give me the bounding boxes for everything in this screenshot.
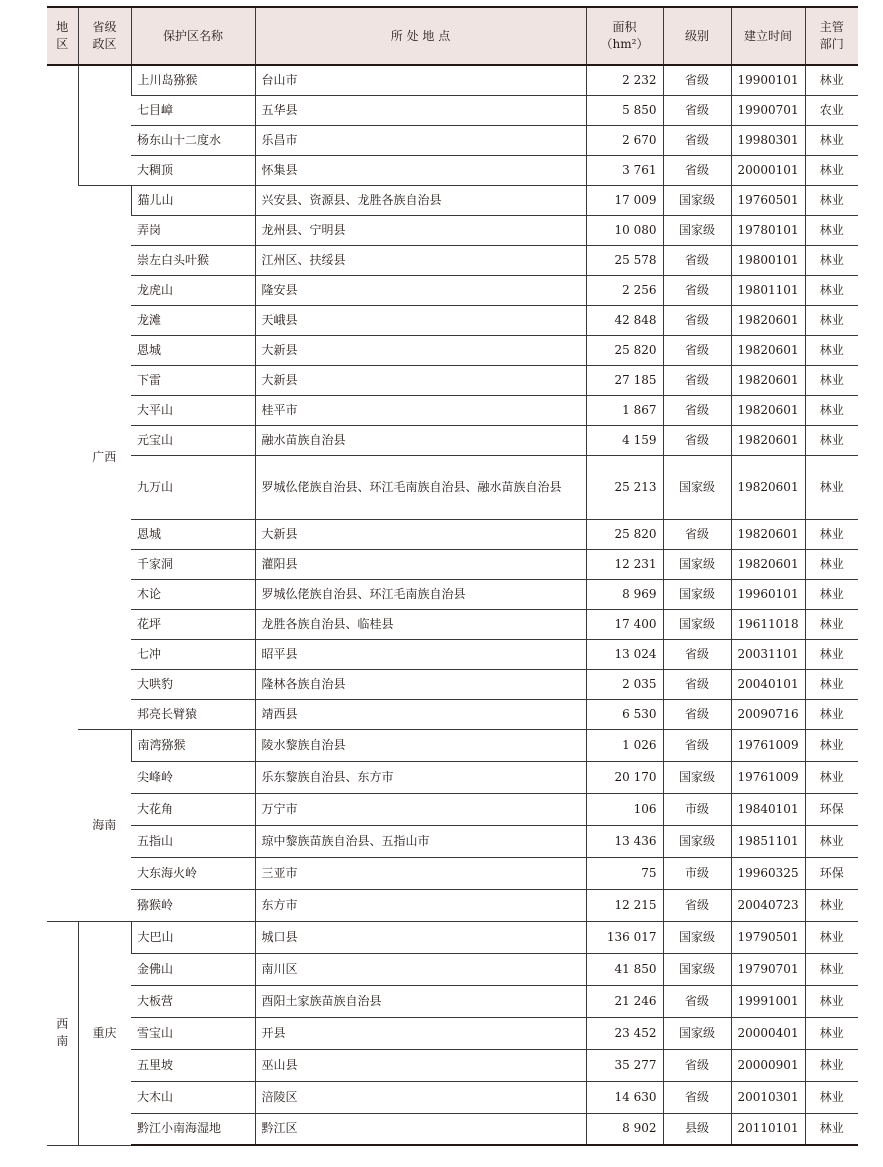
- level-cell: 国家级: [663, 455, 731, 519]
- level-cell: 省级: [663, 65, 731, 95]
- established-date-cell: 20010301: [731, 1081, 805, 1113]
- reserve-name-cell: 大板营: [131, 985, 255, 1017]
- header-area-line: 面积: [612, 20, 637, 34]
- table-row: [47, 95, 858, 125]
- area-cell: 20 170: [586, 761, 663, 793]
- area-cell: 42 848: [586, 305, 663, 335]
- header-department: [805, 7, 858, 65]
- level-cell: 县级: [663, 1113, 731, 1145]
- established-date-cell: 19820601: [731, 365, 805, 395]
- table-row: [47, 1017, 858, 1049]
- established-date-cell: 19960325: [731, 857, 805, 889]
- level-cell: 省级: [663, 639, 731, 669]
- header-area-unit: （hm²）: [600, 37, 649, 51]
- established-date-cell: 19790701: [731, 953, 805, 985]
- department-cell: 林业: [805, 185, 858, 215]
- table-row: [47, 275, 858, 305]
- table-row: [47, 889, 858, 921]
- department-cell: 林业: [805, 669, 858, 699]
- established-date-cell: 19820601: [731, 455, 805, 519]
- established-date-cell: 19761009: [731, 729, 805, 761]
- department-cell: 林业: [805, 305, 858, 335]
- reserve-name-cell: 金佛山: [131, 953, 255, 985]
- department-cell: 林业: [805, 761, 858, 793]
- location-cell: 万宁市: [255, 793, 586, 825]
- department-cell: 林业: [805, 365, 858, 395]
- established-date-cell: 19960101: [731, 579, 805, 609]
- level-cell: 国家级: [663, 579, 731, 609]
- reserve-name-cell: 南湾猕猴: [131, 729, 255, 761]
- reserve-name-cell: 大花角: [131, 793, 255, 825]
- department-cell: 林业: [805, 579, 858, 609]
- reserve-name-cell: 恩城: [131, 335, 255, 365]
- table-row: [47, 155, 858, 185]
- established-date-cell: 20031101: [731, 639, 805, 669]
- department-cell: 林业: [805, 889, 858, 921]
- location-cell: 隆安县: [255, 275, 586, 305]
- department-cell: 林业: [805, 609, 858, 639]
- location-cell: 台山市: [255, 65, 586, 95]
- reserve-name-cell: 木论: [131, 579, 255, 609]
- level-cell: 省级: [663, 335, 731, 365]
- table-row: [47, 793, 858, 825]
- table-row: [47, 1049, 858, 1081]
- area-cell: 136 017: [586, 921, 663, 953]
- nature-reserve-table: [47, 6, 858, 1146]
- level-cell: 省级: [663, 125, 731, 155]
- location-cell: 城口县: [255, 921, 586, 953]
- level-cell: 省级: [663, 425, 731, 455]
- department-cell: 林业: [805, 1017, 858, 1049]
- location-cell: 龙胜各族自治县、临桂县: [255, 609, 586, 639]
- table-row: [47, 425, 858, 455]
- established-date-cell: 20000401: [731, 1017, 805, 1049]
- table-row: [47, 519, 858, 549]
- established-date-cell: 20090716: [731, 699, 805, 729]
- area-cell: 2 035: [586, 669, 663, 699]
- established-date-cell: 20000901: [731, 1049, 805, 1081]
- level-cell: 省级: [663, 985, 731, 1017]
- header-province: [78, 7, 131, 65]
- area-cell: 13 436: [586, 825, 663, 857]
- region-cell-blank: [47, 65, 78, 921]
- level-cell: 国家级: [663, 921, 731, 953]
- department-cell: 林业: [805, 985, 858, 1017]
- area-cell: 25 820: [586, 519, 663, 549]
- location-cell: 罗城仫佬族自治县、环江毛南族自治县: [255, 579, 586, 609]
- region-cell-southwest: [47, 921, 78, 1145]
- area-cell: 3 761: [586, 155, 663, 185]
- location-cell: 靖西县: [255, 699, 586, 729]
- location-cell: 乐昌市: [255, 125, 586, 155]
- department-cell: 林业: [805, 1081, 858, 1113]
- location-cell: 罗城仫佬族自治县、环江毛南族自治县、融水苗族自治县: [255, 455, 586, 519]
- level-cell: 国家级: [663, 825, 731, 857]
- reserve-name-cell: 大平山: [131, 395, 255, 425]
- table-row: [47, 609, 858, 639]
- location-cell: 大新县: [255, 365, 586, 395]
- reserve-name-cell: 大巴山: [131, 921, 255, 953]
- established-date-cell: 20110101: [731, 1113, 805, 1145]
- department-cell: 环保: [805, 793, 858, 825]
- location-cell: 桂平市: [255, 395, 586, 425]
- reserve-name-cell: 龙滩: [131, 305, 255, 335]
- department-cell: 林业: [805, 1113, 858, 1145]
- location-cell: 融水苗族自治县: [255, 425, 586, 455]
- location-cell: 天峨县: [255, 305, 586, 335]
- area-cell: 6 530: [586, 699, 663, 729]
- established-date-cell: 19840101: [731, 793, 805, 825]
- department-cell: 林业: [805, 639, 858, 669]
- established-date-cell: 19820601: [731, 395, 805, 425]
- area-cell: 17 009: [586, 185, 663, 215]
- level-cell: 省级: [663, 275, 731, 305]
- level-cell: 省级: [663, 729, 731, 761]
- reserve-name-cell: 猕猴岭: [131, 889, 255, 921]
- header-area: [586, 7, 663, 65]
- established-date-cell: 19611018: [731, 609, 805, 639]
- table-header: [47, 7, 858, 65]
- table-row: [47, 65, 858, 95]
- table-row: [47, 761, 858, 793]
- department-cell: 林业: [805, 953, 858, 985]
- header-department-line: 主管: [819, 20, 844, 34]
- reserve-name-cell: 五指山: [131, 825, 255, 857]
- reserve-name-cell: 尖峰岭: [131, 761, 255, 793]
- reserve-name-cell: 元宝山: [131, 425, 255, 455]
- reserve-name-cell: 花坪: [131, 609, 255, 639]
- location-cell: 三亚市: [255, 857, 586, 889]
- reserve-name-cell: 黔江小南海湿地: [131, 1113, 255, 1145]
- location-cell: 酉阳土家族苗族自治县: [255, 985, 586, 1017]
- table-row: [47, 335, 858, 365]
- table-row: [47, 953, 858, 985]
- table-row: [47, 699, 858, 729]
- header-region-line: 区: [56, 37, 69, 51]
- area-cell: 27 185: [586, 365, 663, 395]
- header-reserve-name: 保护区名称: [131, 7, 255, 65]
- province-cell-chongqing: 重庆: [78, 921, 131, 1145]
- table-row: [47, 125, 858, 155]
- level-cell: 国家级: [663, 215, 731, 245]
- location-cell: 开县: [255, 1017, 586, 1049]
- department-cell: 林业: [805, 395, 858, 425]
- reserve-name-cell: 恩城: [131, 519, 255, 549]
- location-cell: 隆林各族自治县: [255, 669, 586, 699]
- level-cell: 国家级: [663, 185, 731, 215]
- department-cell: 林业: [805, 65, 858, 95]
- table-row: [47, 185, 858, 215]
- location-cell: 大新县: [255, 335, 586, 365]
- table-row: [47, 729, 858, 761]
- level-cell: 国家级: [663, 953, 731, 985]
- header-region: [47, 7, 78, 65]
- table-row: [47, 549, 858, 579]
- table-row: [47, 395, 858, 425]
- reserve-name-cell: 弄岗: [131, 215, 255, 245]
- area-cell: 4 159: [586, 425, 663, 455]
- area-cell: 13 024: [586, 639, 663, 669]
- area-cell: 75: [586, 857, 663, 889]
- department-cell: 林业: [805, 155, 858, 185]
- reserve-name-cell: 雪宝山: [131, 1017, 255, 1049]
- province-cell-hainan: 海南: [78, 729, 131, 921]
- reserve-name-cell: 大哄豹: [131, 669, 255, 699]
- established-date-cell: 19790501: [731, 921, 805, 953]
- area-cell: 12 231: [586, 549, 663, 579]
- level-cell: 省级: [663, 1049, 731, 1081]
- level-cell: 国家级: [663, 609, 731, 639]
- table-row: [47, 305, 858, 335]
- location-cell: 怀集县: [255, 155, 586, 185]
- department-cell: 林业: [805, 245, 858, 275]
- level-cell: 市级: [663, 857, 731, 889]
- department-cell: 林业: [805, 125, 858, 155]
- department-cell: 林业: [805, 275, 858, 305]
- table-row: [47, 365, 858, 395]
- table-row: [47, 921, 858, 953]
- department-cell: 环保: [805, 857, 858, 889]
- table-row: [47, 215, 858, 245]
- header-location: 所 处 地 点: [255, 7, 586, 65]
- location-cell: 大新县: [255, 519, 586, 549]
- reserve-name-cell: 大木山: [131, 1081, 255, 1113]
- location-cell: 黔江区: [255, 1113, 586, 1145]
- level-cell: 省级: [663, 305, 731, 335]
- location-cell: 龙州县、宁明县: [255, 215, 586, 245]
- table-row: [47, 455, 858, 519]
- table-row: [47, 1113, 858, 1145]
- location-cell: 江州区、扶绥县: [255, 245, 586, 275]
- area-cell: 23 452: [586, 1017, 663, 1049]
- reserve-name-cell: 五里坡: [131, 1049, 255, 1081]
- reserve-name-cell: 九万山: [131, 455, 255, 519]
- established-date-cell: 20000101: [731, 155, 805, 185]
- location-cell: 东方市: [255, 889, 586, 921]
- department-cell: 林业: [805, 425, 858, 455]
- area-cell: 2 670: [586, 125, 663, 155]
- table-row: [47, 669, 858, 699]
- location-cell: 乐东黎族自治县、东方市: [255, 761, 586, 793]
- table-row: [47, 1081, 858, 1113]
- established-date-cell: 19851101: [731, 825, 805, 857]
- established-date-cell: 19820601: [731, 335, 805, 365]
- established-date-cell: 20040723: [731, 889, 805, 921]
- area-cell: 2 256: [586, 275, 663, 305]
- location-cell: 琼中黎族苗族自治县、五指山市: [255, 825, 586, 857]
- area-cell: 25 578: [586, 245, 663, 275]
- province-cell-guangxi: 广西: [78, 185, 131, 729]
- table-row: [47, 639, 858, 669]
- table-row: [47, 825, 858, 857]
- location-cell: 巫山县: [255, 1049, 586, 1081]
- department-cell: 林业: [805, 519, 858, 549]
- established-date-cell: 19991001: [731, 985, 805, 1017]
- level-cell: 市级: [663, 793, 731, 825]
- level-cell: 省级: [663, 155, 731, 185]
- province-cell-blank: [78, 65, 131, 185]
- established-date-cell: 19900101: [731, 65, 805, 95]
- area-cell: 21 246: [586, 985, 663, 1017]
- department-cell: 林业: [805, 825, 858, 857]
- reserve-name-cell: 崇左白头叶猴: [131, 245, 255, 275]
- table-row: [47, 857, 858, 889]
- established-date-cell: 19900701: [731, 95, 805, 125]
- table-row: [47, 985, 858, 1017]
- department-cell: 林业: [805, 1049, 858, 1081]
- header-row: [47, 7, 858, 65]
- location-cell: 南川区: [255, 953, 586, 985]
- department-cell: 林业: [805, 699, 858, 729]
- reserve-name-cell: 下雷: [131, 365, 255, 395]
- reserve-name-cell: 千家洞: [131, 549, 255, 579]
- established-date-cell: 19820601: [731, 305, 805, 335]
- level-cell: 省级: [663, 1081, 731, 1113]
- level-cell: 省级: [663, 889, 731, 921]
- area-cell: 8 902: [586, 1113, 663, 1145]
- area-cell: 1 867: [586, 395, 663, 425]
- table-row: [47, 579, 858, 609]
- department-cell: 林业: [805, 215, 858, 245]
- department-cell: 林业: [805, 921, 858, 953]
- area-cell: 8 969: [586, 579, 663, 609]
- area-cell: 1 026: [586, 729, 663, 761]
- table-body: [47, 65, 858, 1145]
- location-cell: 昭平县: [255, 639, 586, 669]
- table-row: [47, 245, 858, 275]
- department-cell: 林业: [805, 729, 858, 761]
- established-date-cell: 19780101: [731, 215, 805, 245]
- header-department-line: 部门: [819, 37, 844, 51]
- area-cell: 14 630: [586, 1081, 663, 1113]
- location-cell: 陵水黎族自治县: [255, 729, 586, 761]
- established-date-cell: 19820601: [731, 519, 805, 549]
- reserve-name-cell: 上川岛猕猴: [131, 65, 255, 95]
- region-label-char: 南: [56, 1034, 69, 1048]
- header-province-line: 省级: [92, 20, 117, 34]
- header-province-line: 政区: [92, 37, 117, 51]
- level-cell: 省级: [663, 395, 731, 425]
- location-cell: 涪陵区: [255, 1081, 586, 1113]
- location-cell: 五华县: [255, 95, 586, 125]
- level-cell: 省级: [663, 365, 731, 395]
- reserve-name-cell: 七目嶂: [131, 95, 255, 125]
- area-cell: 106: [586, 793, 663, 825]
- level-cell: 省级: [663, 95, 731, 125]
- level-cell: 国家级: [663, 761, 731, 793]
- level-cell: 省级: [663, 245, 731, 275]
- established-date-cell: 19820601: [731, 549, 805, 579]
- established-date-cell: 19820601: [731, 425, 805, 455]
- location-cell: 灌阳县: [255, 549, 586, 579]
- department-cell: 林业: [805, 549, 858, 579]
- location-cell: 兴安县、资源县、龙胜各族自治县: [255, 185, 586, 215]
- level-cell: 国家级: [663, 1017, 731, 1049]
- area-cell: 35 277: [586, 1049, 663, 1081]
- department-cell: 林业: [805, 335, 858, 365]
- level-cell: 省级: [663, 669, 731, 699]
- area-cell: 2 232: [586, 65, 663, 95]
- department-cell: 林业: [805, 455, 858, 519]
- established-date-cell: 19801101: [731, 275, 805, 305]
- established-date-cell: 19760501: [731, 185, 805, 215]
- area-cell: 12 215: [586, 889, 663, 921]
- area-cell: 10 080: [586, 215, 663, 245]
- reserve-name-cell: 大稠顶: [131, 155, 255, 185]
- reserve-name-cell: 邦亮长臂猿: [131, 699, 255, 729]
- area-cell: 25 213: [586, 455, 663, 519]
- level-cell: 国家级: [663, 549, 731, 579]
- reserve-name-cell: 龙虎山: [131, 275, 255, 305]
- level-cell: 省级: [663, 519, 731, 549]
- header-region-line: 地: [56, 20, 69, 34]
- header-level: 级别: [663, 7, 731, 65]
- established-date-cell: 19761009: [731, 761, 805, 793]
- area-cell: 25 820: [586, 335, 663, 365]
- department-cell: 农业: [805, 95, 858, 125]
- reserve-name-cell: 杨东山十二度水: [131, 125, 255, 155]
- area-cell: 5 850: [586, 95, 663, 125]
- reserve-name-cell: 七冲: [131, 639, 255, 669]
- level-cell: 省级: [663, 699, 731, 729]
- header-established-date: 建立时间: [731, 7, 805, 65]
- area-cell: 41 850: [586, 953, 663, 985]
- established-date-cell: 20040101: [731, 669, 805, 699]
- area-cell: 17 400: [586, 609, 663, 639]
- reserve-name-cell: 大东海火岭: [131, 857, 255, 889]
- region-label-char: 西: [56, 1017, 69, 1031]
- established-date-cell: 19980301: [731, 125, 805, 155]
- reserve-name-cell: 猫儿山: [131, 185, 255, 215]
- established-date-cell: 19800101: [731, 245, 805, 275]
